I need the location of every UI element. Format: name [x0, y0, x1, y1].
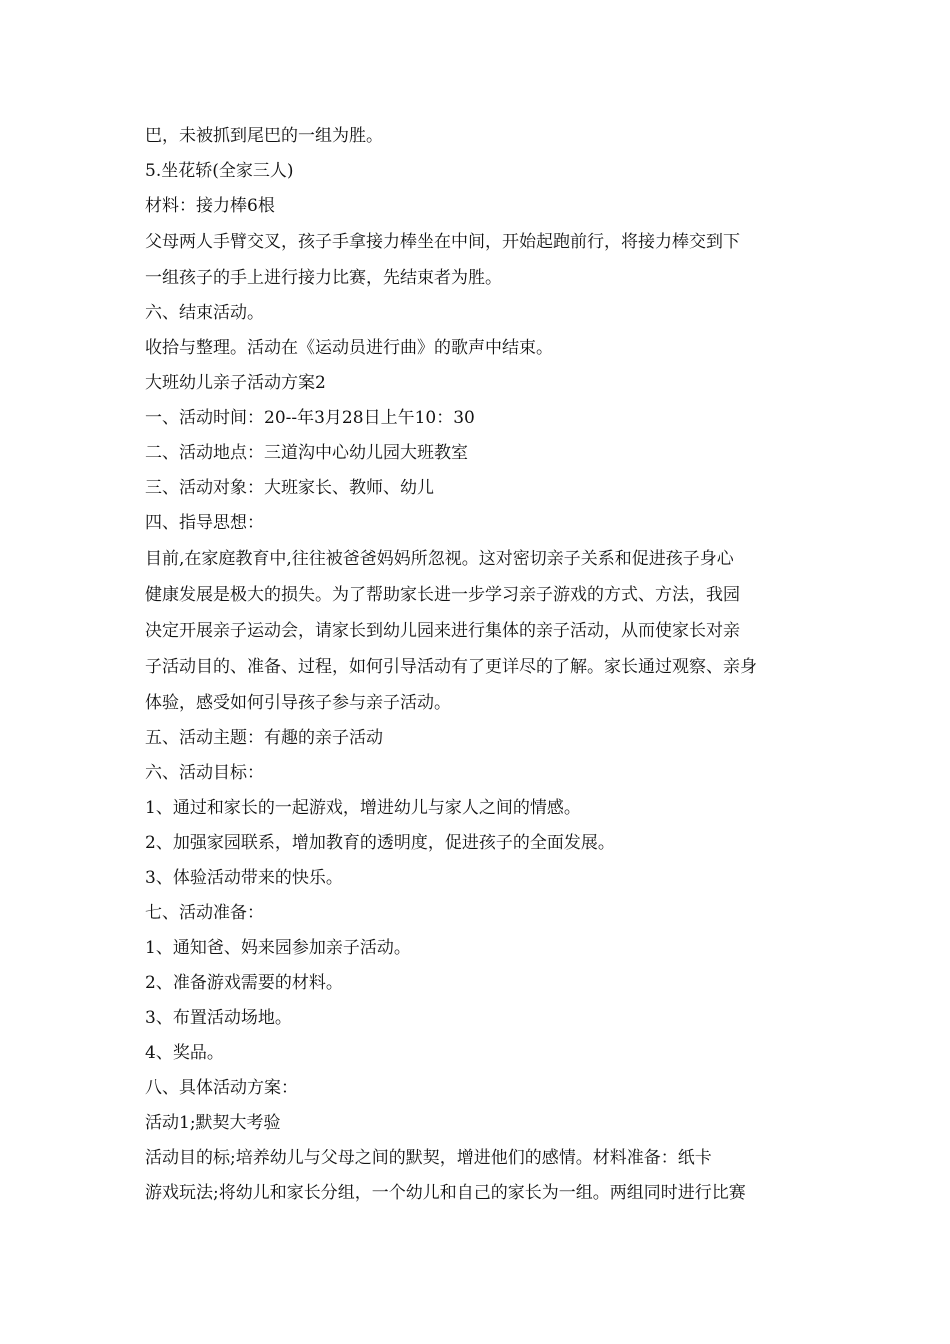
section-heading: 八、具体活动方案：	[145, 1078, 298, 1098]
text-line: 巴，未被抓到尾巴的一组为胜。	[145, 126, 383, 146]
text-line: 决定开展亲子运动会，请家长到幼儿园来进行集体的亲子活动，从而使家长对亲	[145, 621, 740, 641]
list-item: 4、奖品。	[145, 1043, 224, 1063]
text-line: 一、活动时间：20--年3月28日上午10：30	[145, 408, 475, 428]
text-line: 父母两人手臂交叉，孩子手拿接力棒坐在中间，开始起跑前行，将接力棒交到下	[145, 232, 740, 252]
text-line: 收拾与整理。活动在《运动员进行曲》的歌声中结束。	[145, 338, 553, 358]
list-item: 3、布置活动场地。	[145, 1008, 292, 1028]
text-line: 活动目的标;培养幼儿与父母之间的默契，增进他们的感情。材料准备：纸卡	[145, 1148, 712, 1168]
text-line: 活动1;默契大考验	[145, 1113, 281, 1133]
text-line: 5.坐花轿(全家三人)	[145, 161, 294, 181]
section-heading: 七、活动准备：	[145, 903, 264, 923]
list-item: 1、通知爸、妈来园参加亲子活动。	[145, 938, 411, 958]
text-line: 三、活动对象：大班家长、教师、幼儿	[145, 478, 434, 498]
section-heading: 六、结束活动。	[145, 303, 264, 323]
text-line: 子活动目的、准备、过程，如何引导活动有了更详尽的了解。家长通过观察、亲身	[145, 657, 757, 677]
section-heading: 四、指导思想：	[145, 513, 264, 533]
text-line: 材料：接力棒6根	[145, 196, 275, 216]
text-line: 健康发展是极大的损失。为了帮助家长进一步学习亲子游戏的方式、方法，我园	[145, 585, 740, 605]
section-heading: 五、活动主题：有趣的亲子活动	[145, 728, 383, 748]
text-line: 一组孩子的手上进行接力比赛，先结束者为胜。	[145, 268, 502, 288]
section-heading: 六、活动目标：	[145, 763, 264, 783]
list-item: 1、通过和家长的一起游戏，增进幼儿与家人之间的情感。	[145, 798, 581, 818]
document-body	[145, 119, 810, 1211]
list-item: 2、准备游戏需要的材料。	[145, 973, 343, 993]
text-line: 目前,在家庭教育中,往往被爸爸妈妈所忽视。这对密切亲子关系和促进孩子身心	[145, 549, 734, 569]
text-line: 体验，感受如何引导孩子参与亲子活动。	[145, 693, 451, 713]
list-item: 2、加强家园联系，增加教育的透明度，促进孩子的全面发展。	[145, 833, 615, 853]
list-item: 3、体验活动带来的快乐。	[145, 868, 343, 888]
text-line: 二、活动地点：三道沟中心幼儿园大班教室	[145, 443, 468, 463]
document-title: 大班幼儿亲子活动方案2	[145, 373, 326, 393]
text-line: 游戏玩法;将幼儿和家长分组，一个幼儿和自己的家长为一组。两组同时进行比赛	[145, 1183, 746, 1203]
